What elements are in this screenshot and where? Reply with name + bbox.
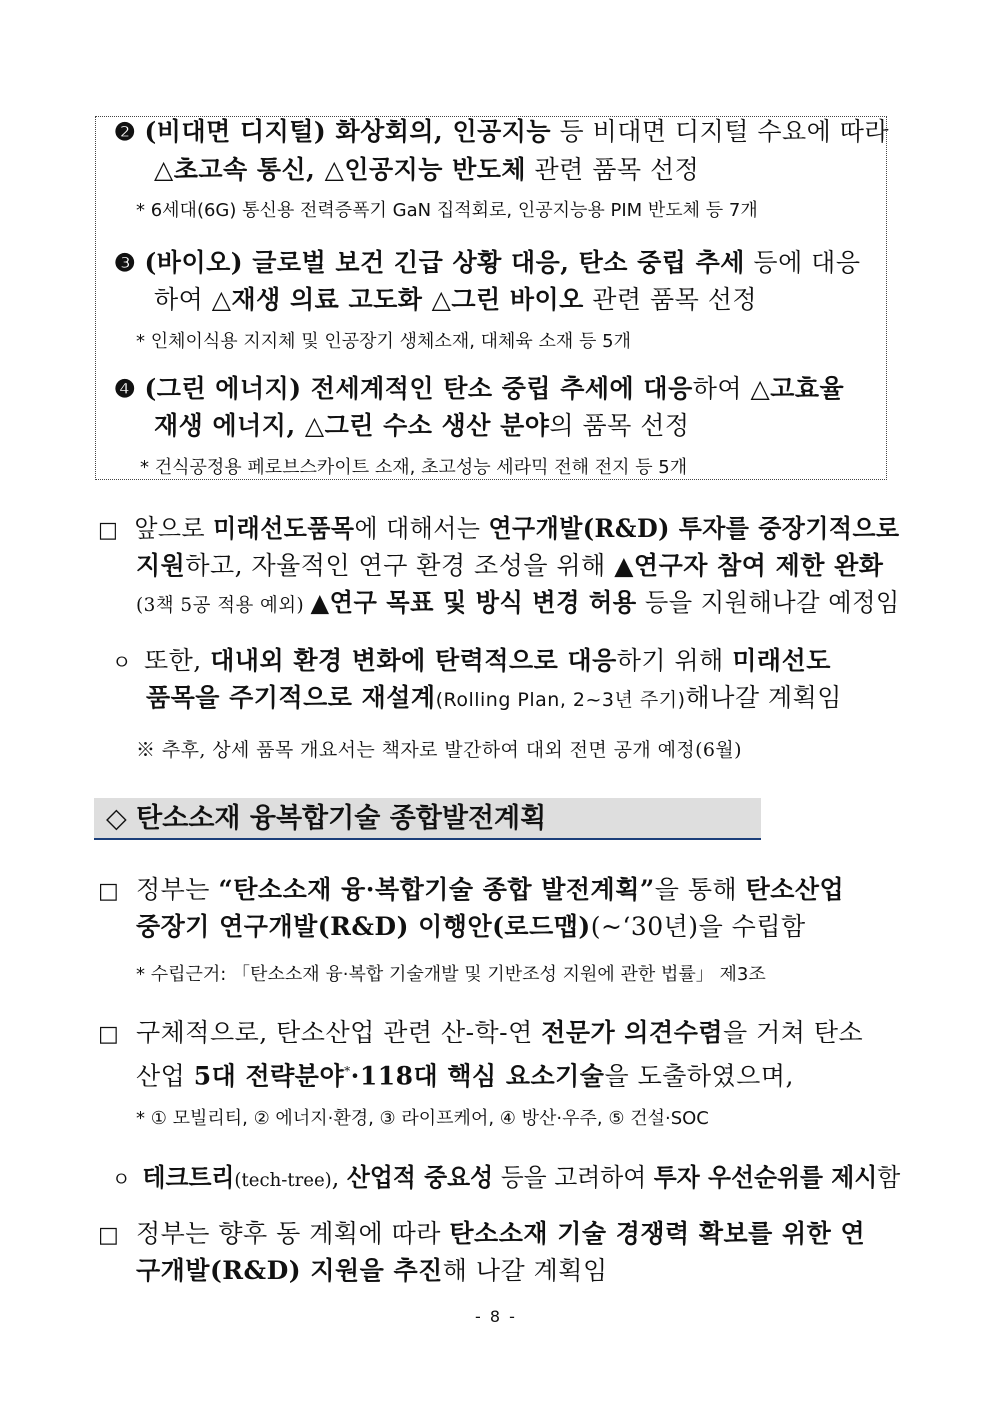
para4-text-g: 을 도출하였으며, (604, 1061, 794, 1091)
item3-text3: 관련 품목 선정 (583, 285, 758, 314)
para2-note: ※ 추후, 상세 품목 개요서는 책자로 발간하여 대외 전면 공개 예정(6월) (136, 739, 742, 761)
para5-emph-d: 산업적 중요성 (346, 1163, 494, 1192)
para2-text-a: 또한, (144, 646, 211, 675)
para2-line2 (146, 680, 842, 718)
para1-small-h: (3책 5공 적용 예외) (136, 594, 311, 616)
para2-line1 (112, 643, 831, 680)
para6-emph-b: 탄소소재 기술 경쟁력 확보를 위한 연 (449, 1219, 866, 1248)
item2-line1 (114, 114, 889, 150)
item4-text2: 의 품목 선정 (549, 411, 690, 440)
para1-emph-d: 연구개발(R&D) 투자를 중장기적으로 (488, 514, 900, 543)
item3-line1 (114, 245, 860, 281)
para2-emph-b: 대내외 환경 변화에 탄력적으로 대응 (210, 646, 617, 675)
para6-line1 (98, 1216, 865, 1254)
para2-text-g: 해나갈 계획임 (685, 683, 842, 712)
para1-emph-g: ▲연구자 참여 제한 완화 (614, 551, 884, 580)
para4-emph-e: 5대 전략분야 (193, 1061, 345, 1091)
para3-note: * 수립근거: 「탄소소재 융·복합 기술개발 및 기반조성 지원에 관한 법률」 제3조 (136, 964, 766, 985)
item4-title: (그린 에너지) (144, 374, 302, 403)
item3-marker: ❸ (114, 248, 137, 277)
para3-emph-d: 탄소산업 (745, 875, 845, 904)
item4-emph3: 재생 에너지, △그린 수소 생산 분야 (154, 411, 550, 440)
para3-emph-b: “탄소소재 융·복합기술 종합 발전계획” (218, 875, 655, 904)
para5-emph-a: 테크트리 (142, 1163, 235, 1192)
square-bullet-icon: □ (98, 1223, 120, 1248)
item4-marker: ❹ (114, 374, 137, 403)
para3-text-f: (~‘30년)을 수립함 (590, 912, 806, 941)
item2-title: (비대면 디지털) (144, 117, 327, 146)
para6-emph-c: 구개발(R&D) 지원을 추진 (136, 1256, 443, 1285)
para2-small-f: (Rolling Plan, 2~3년 주기) (435, 689, 686, 711)
para2-emph-e: 품목을 주기적으로 재설계 (146, 683, 436, 712)
item4-note: * 건식공정용 페로브스카이트 소재, 초고성능 세라믹 전해 전지 등 5개 (140, 457, 688, 478)
item2-line2 (154, 152, 699, 188)
item2-note: * 6세대(6G) 통신용 전력증폭기 GaN 집적회로, 인공지능용 PIM 반도체 등 7개 (136, 200, 758, 221)
para3-line1 (98, 872, 844, 910)
section-heading: ◇ 탄소소재 융복합기술 종합발전계획 (106, 803, 547, 834)
square-bullet-icon: □ (98, 879, 120, 904)
item4-line1 (114, 371, 844, 407)
para1-emph-b: 미래선도품목 (213, 514, 355, 543)
square-bullet-icon: □ (98, 518, 119, 543)
para4-text-c: 을 거쳐 탄소 (723, 1018, 864, 1047)
para5-text-e: 등을 고려하여 (493, 1163, 654, 1192)
para1-text-f: 하고, 자율적인 연구 환경 조성을 위해 (185, 551, 615, 580)
section-heading-bar (94, 798, 761, 840)
para3-line2 (136, 909, 806, 945)
para6-text-d: 해 나갈 계획임 (442, 1256, 608, 1285)
item4-emph: 전세계적인 탄소 중립 추세에 대응 (301, 374, 693, 403)
para4-footnote-mark: * (344, 1064, 351, 1078)
para1-line3 (136, 585, 900, 623)
para4-text-a: 구체적으로, 탄소산업 관련 산-학-연 (136, 1018, 542, 1047)
para6-line2 (136, 1253, 608, 1289)
item2-emph: 화상회의, 인공지능 (326, 117, 552, 146)
para1-text-j: 등을 지원해나갈 예정임 (636, 588, 900, 617)
para3-text-a: 정부는 (136, 875, 219, 904)
item3-title: (바이오) (144, 248, 244, 277)
para6-text-a: 정부는 향후 동 계획에 따라 (136, 1219, 450, 1248)
item4-emph2: △고효율 (750, 374, 845, 403)
para1-text-c: 에 대해서는 (354, 514, 489, 543)
circle-bullet-icon: ㅇ (112, 650, 132, 674)
para5-small-b: (tech-tree) (234, 1169, 332, 1191)
para1-line1 (98, 511, 900, 549)
item2-marker: ❷ (114, 117, 137, 146)
para1-emph-i: ▲연구 목표 및 방식 변경 허용 (310, 588, 637, 617)
para3-text-c: 을 통해 (654, 875, 746, 904)
para4-text-d: 산업 (136, 1061, 194, 1091)
item4-text: 하여 (692, 374, 751, 403)
para1-text-a: 앞으로 (134, 514, 214, 543)
para1-emph-e: 지원 (136, 551, 186, 580)
item2-text2: 관련 품목 선정 (526, 155, 700, 184)
item3-emph2: △재생 의료 고도화 △그린 바이오 (211, 285, 584, 314)
para1-line2 (136, 548, 883, 584)
para4-line1 (98, 1015, 863, 1053)
item3-note: * 인체이식용 지지체 및 인공장기 생체소재, 대체육 소재 등 5개 (136, 331, 631, 352)
para3-emph-e: 중장기 연구개발(R&D) 이행안(로드맵) (136, 912, 591, 941)
para4-emph-f: ·118대 핵심 요소기술 (350, 1061, 605, 1091)
item3-line2 (154, 282, 757, 318)
para2-emph-d: 미래선도 (732, 646, 831, 675)
para5-text-c: , (331, 1163, 347, 1192)
circle-bullet-icon: ㅇ (112, 1167, 131, 1191)
square-bullet-icon: □ (98, 1022, 120, 1047)
para5-emph-f: 투자 우선순위를 제시 (653, 1163, 878, 1192)
para4-line2 (136, 1053, 794, 1094)
page-number: - 8 - (475, 1307, 517, 1326)
item2-emph2: △초고속 통신, △인공지능 반도체 (154, 155, 527, 184)
para5-text-g: 함 (877, 1163, 901, 1192)
para4-note: * ① 모빌리티, ② 에너지·환경, ③ 라이프케어, ④ 방산·우주, ⑤ 건설·SOC (136, 1108, 709, 1129)
item3-emph: 글로벌 보건 긴급 상황 대응, 탄소 중립 추세 (243, 248, 745, 277)
para4-emph-b: 전문가 의견수렴 (541, 1018, 723, 1047)
item2-text: 등 비대면 디지털 수요에 따라 (551, 117, 890, 146)
item3-text2: 하여 (154, 285, 212, 314)
item4-line2 (154, 408, 690, 444)
para2-text-c: 하기 위해 (616, 646, 733, 675)
para5-line1 (112, 1160, 900, 1198)
item3-text: 등에 대응 (744, 248, 861, 277)
